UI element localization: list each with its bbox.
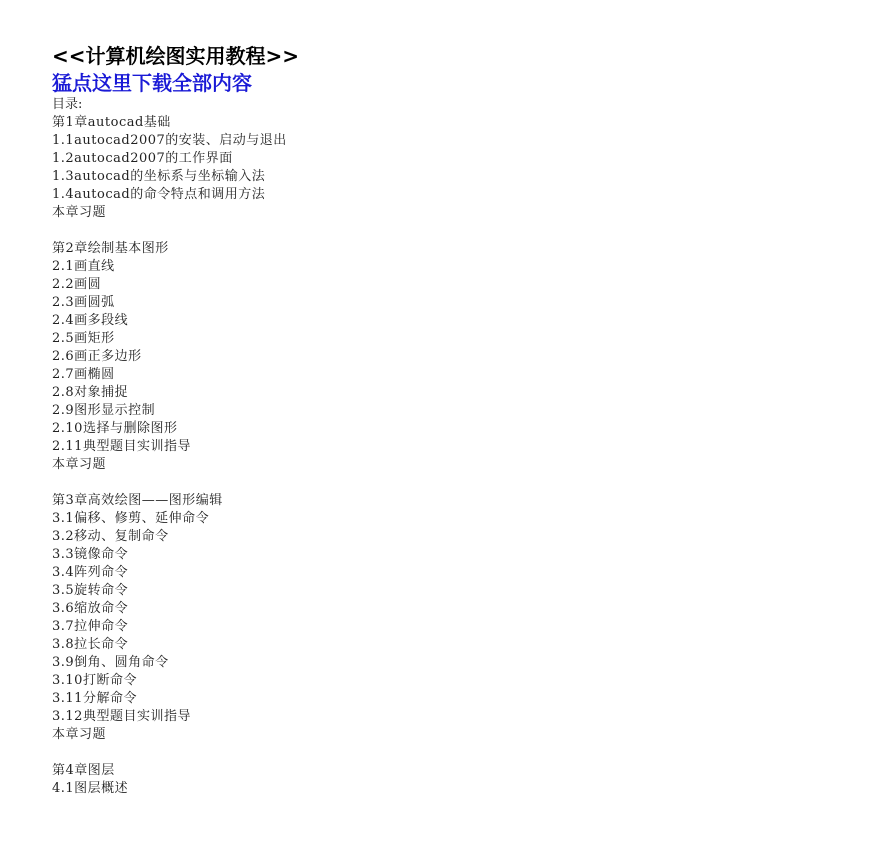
toc-section-item: 3.9倒角、圆角命令 <box>52 655 169 670</box>
toc-section-item: 2.7画椭圆 <box>52 367 115 382</box>
table-of-contents <box>52 114 832 798</box>
toc-spacer <box>52 474 832 492</box>
toc-section-item: 3.5旋转命令 <box>52 583 129 598</box>
toc-section-item: 2.11典型题目实训指导 <box>52 439 191 454</box>
toc-spacer <box>52 744 832 762</box>
toc-section-item: 2.10选择与删除图形 <box>52 421 178 436</box>
toc-section-item: 2.6画正多边形 <box>52 349 142 364</box>
toc-exercises-item: 本章习题 <box>52 205 107 220</box>
toc-exercises-item: 本章习题 <box>52 457 107 472</box>
toc-label: 目录: <box>52 97 83 112</box>
toc-section-item: 2.5画矩形 <box>52 331 115 346</box>
toc-section-item: 3.12典型题目实训指导 <box>52 709 191 724</box>
document-title: <<计算机绘图实用教程>> <box>52 44 300 68</box>
toc-section-item: 2.8对象捕捉 <box>52 385 129 400</box>
toc-section-item: 3.4阵列命令 <box>52 565 129 580</box>
toc-spacer <box>52 222 832 240</box>
toc-section-item: 3.1偏移、修剪、延伸命令 <box>52 511 210 526</box>
toc-section-item: 2.4画多段线 <box>52 313 129 328</box>
toc-exercises-item: 本章习题 <box>52 727 107 742</box>
toc-section-item: 2.9图形显示控制 <box>52 403 156 418</box>
toc-section-item: 3.6缩放命令 <box>52 601 129 616</box>
toc-section-item: 1.3autocad的坐标系与坐标输入法 <box>52 169 266 184</box>
toc-section-item: 3.11分解命令 <box>52 691 137 706</box>
toc-section-item: 2.1画直线 <box>52 259 115 274</box>
toc-section-item: 2.3画圆弧 <box>52 295 115 310</box>
toc-section-item: 1.4autocad的命令特点和调用方法 <box>52 187 266 202</box>
toc-chapter-heading: 第3章高效绘图——图形编辑 <box>52 493 223 508</box>
toc-section-item: 3.10打断命令 <box>52 673 137 688</box>
toc-section-item: 4.1图层概述 <box>52 781 129 796</box>
toc-section-item: 2.2画圆 <box>52 277 102 292</box>
toc-section-item: 1.2autocad2007的工作界面 <box>52 151 233 166</box>
toc-section-item: 3.3镜像命令 <box>52 547 129 562</box>
toc-chapter-heading: 第4章图层 <box>52 763 115 778</box>
toc-section-item: 1.1autocad2007的安装、启动与退出 <box>52 133 287 148</box>
toc-section-item: 3.8拉长命令 <box>52 637 129 652</box>
toc-chapter-heading: 第1章autocad基础 <box>52 115 171 130</box>
toc-chapter-heading: 第2章绘制基本图形 <box>52 241 169 256</box>
download-all-link[interactable]: 猛点这里下载全部内容 <box>52 71 252 95</box>
document-page <box>52 44 832 798</box>
toc-section-item: 3.7拉伸命令 <box>52 619 129 634</box>
toc-section-item: 3.2移动、复制命令 <box>52 529 169 544</box>
